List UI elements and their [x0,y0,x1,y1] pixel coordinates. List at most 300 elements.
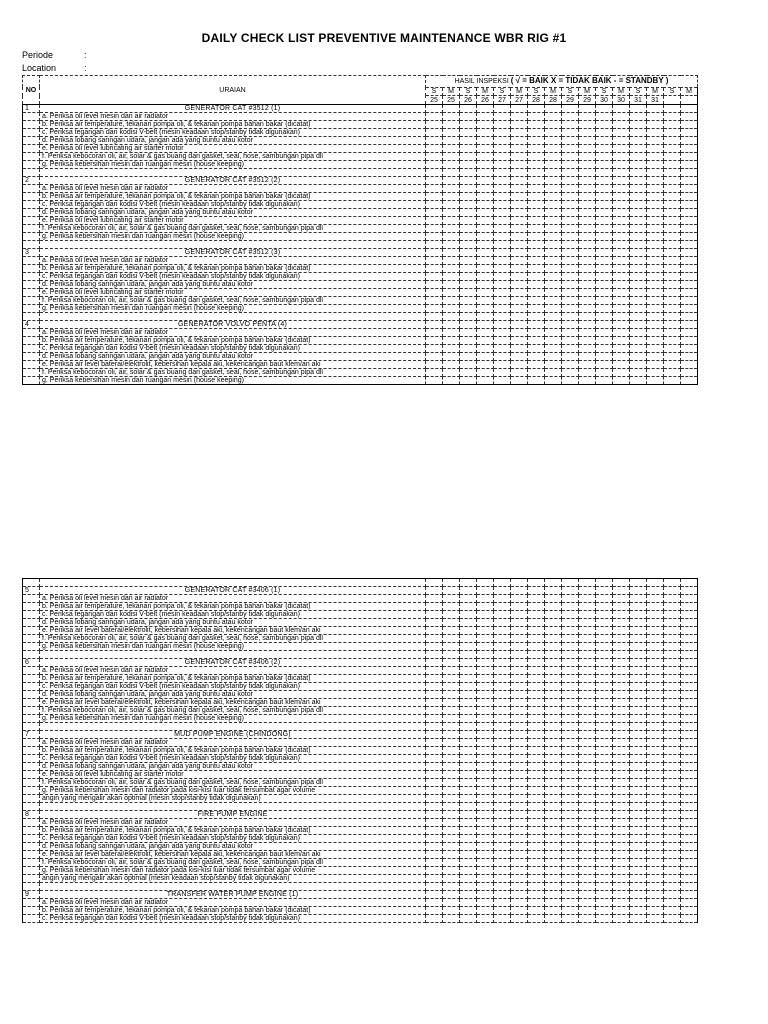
inspection-mark-cell[interactable] [630,859,647,867]
inspection-mark-cell[interactable] [647,305,664,313]
inspection-mark-cell[interactable] [630,867,647,875]
inspection-mark-cell[interactable] [664,771,681,779]
inspection-mark-cell[interactable] [545,241,562,249]
inspection-mark-cell[interactable] [494,297,511,305]
inspection-mark-cell[interactable] [596,643,613,651]
inspection-mark-cell[interactable] [664,241,681,249]
inspection-mark-cell[interactable] [613,739,630,747]
inspection-mark-cell[interactable] [579,859,596,867]
inspection-mark-cell[interactable] [460,193,477,201]
inspection-mark-cell[interactable] [477,835,494,843]
inspection-mark-cell[interactable] [443,241,460,249]
inspection-mark-cell[interactable] [443,345,460,353]
inspection-mark-cell[interactable] [681,353,698,361]
inspection-mark-cell[interactable] [528,345,545,353]
inspection-mark-cell[interactable] [596,819,613,827]
inspection-mark-cell[interactable] [579,707,596,715]
inspection-mark-cell[interactable] [596,137,613,145]
inspection-mark-cell[interactable] [477,843,494,851]
inspection-mark-cell[interactable] [426,161,443,169]
inspection-mark-cell[interactable] [460,353,477,361]
inspection-mark-cell[interactable] [596,635,613,643]
inspection-mark-cell[interactable] [562,137,579,145]
inspection-mark-cell[interactable] [443,627,460,635]
inspection-mark-cell[interactable] [528,225,545,233]
inspection-mark-cell[interactable] [562,763,579,771]
inspection-mark-cell[interactable] [613,297,630,305]
inspection-mark-cell[interactable] [545,217,562,225]
inspection-mark-cell[interactable] [426,337,443,345]
inspection-mark-cell[interactable] [545,747,562,755]
inspection-mark-cell[interactable] [494,835,511,843]
inspection-mark-cell[interactable] [460,257,477,265]
inspection-mark-cell[interactable] [460,217,477,225]
inspection-mark-cell[interactable] [579,723,596,731]
inspection-mark-cell[interactable] [494,185,511,193]
inspection-mark-cell[interactable] [562,377,579,385]
inspection-mark-cell[interactable] [545,113,562,121]
inspection-mark-cell[interactable] [596,305,613,313]
inspection-mark-cell[interactable] [647,779,664,787]
inspection-mark-cell[interactable] [562,105,579,113]
inspection-mark-cell[interactable] [681,667,698,675]
inspection-mark-cell[interactable] [494,883,511,891]
inspection-mark-cell[interactable] [562,779,579,787]
inspection-mark-cell[interactable] [545,707,562,715]
inspection-mark-cell[interactable] [528,659,545,667]
inspection-mark-cell[interactable] [647,265,664,273]
inspection-mark-cell[interactable] [511,803,528,811]
inspection-mark-cell[interactable] [630,619,647,627]
inspection-mark-cell[interactable] [426,105,443,113]
inspection-mark-cell[interactable] [426,883,443,891]
inspection-mark-cell[interactable] [596,683,613,691]
inspection-mark-cell[interactable] [460,603,477,611]
inspection-mark-cell[interactable] [630,747,647,755]
inspection-mark-cell[interactable] [647,899,664,907]
inspection-mark-cell[interactable] [596,377,613,385]
inspection-mark-cell[interactable] [545,699,562,707]
inspection-mark-cell[interactable] [562,241,579,249]
inspection-mark-cell[interactable] [613,145,630,153]
inspection-mark-cell[interactable] [460,361,477,369]
inspection-mark-cell[interactable] [579,281,596,289]
inspection-mark-cell[interactable] [596,651,613,659]
inspection-mark-cell[interactable] [681,627,698,635]
inspection-mark-cell[interactable] [460,369,477,377]
inspection-mark-cell[interactable] [562,329,579,337]
inspection-mark-cell[interactable] [664,819,681,827]
inspection-mark-cell[interactable] [426,193,443,201]
inspection-mark-cell[interactable] [443,161,460,169]
inspection-mark-cell[interactable] [443,915,460,923]
inspection-mark-cell[interactable] [596,249,613,257]
inspection-mark-cell[interactable] [630,787,647,795]
inspection-mark-cell[interactable] [443,827,460,835]
inspection-mark-cell[interactable] [443,595,460,603]
inspection-mark-cell[interactable] [528,313,545,321]
inspection-mark-cell[interactable] [460,747,477,755]
inspection-mark-cell[interactable] [579,779,596,787]
inspection-mark-cell[interactable] [545,329,562,337]
inspection-mark-cell[interactable] [460,915,477,923]
inspection-mark-cell[interactable] [443,691,460,699]
inspection-mark-cell[interactable] [460,659,477,667]
inspection-mark-cell[interactable] [477,827,494,835]
inspection-mark-cell[interactable] [664,353,681,361]
inspection-mark-cell[interactable] [579,145,596,153]
inspection-mark-cell[interactable] [426,699,443,707]
inspection-mark-cell[interactable] [528,723,545,731]
inspection-mark-cell[interactable] [664,329,681,337]
inspection-mark-cell[interactable] [596,787,613,795]
inspection-mark-cell[interactable] [494,667,511,675]
inspection-mark-cell[interactable] [562,121,579,129]
inspection-mark-cell[interactable] [613,907,630,915]
inspection-mark-cell[interactable] [596,273,613,281]
inspection-mark-cell[interactable] [528,587,545,595]
inspection-mark-cell[interactable] [630,755,647,763]
inspection-mark-cell[interactable] [613,635,630,643]
inspection-mark-cell[interactable] [562,177,579,185]
inspection-mark-cell[interactable] [460,587,477,595]
inspection-mark-cell[interactable] [664,867,681,875]
inspection-mark-cell[interactable] [681,265,698,273]
inspection-mark-cell[interactable] [477,747,494,755]
inspection-mark-cell[interactable] [664,859,681,867]
inspection-mark-cell[interactable] [647,177,664,185]
inspection-mark-cell[interactable] [545,627,562,635]
inspection-mark-cell[interactable] [477,281,494,289]
inspection-mark-cell[interactable] [477,249,494,257]
inspection-mark-cell[interactable] [443,337,460,345]
inspection-mark-cell[interactable] [562,827,579,835]
inspection-mark-cell[interactable] [460,619,477,627]
inspection-mark-cell[interactable] [562,353,579,361]
inspection-mark-cell[interactable] [562,225,579,233]
inspection-mark-cell[interactable] [681,257,698,265]
inspection-mark-cell[interactable] [477,707,494,715]
inspection-mark-cell[interactable] [528,707,545,715]
inspection-mark-cell[interactable] [460,321,477,329]
inspection-mark-cell[interactable] [494,201,511,209]
inspection-mark-cell[interactable] [579,683,596,691]
inspection-mark-cell[interactable] [613,329,630,337]
inspection-mark-cell[interactable] [664,787,681,795]
inspection-mark-cell[interactable] [630,811,647,819]
inspection-mark-cell[interactable] [528,161,545,169]
inspection-mark-cell[interactable] [596,241,613,249]
inspection-mark-cell[interactable] [630,795,647,803]
inspection-mark-cell[interactable] [528,675,545,683]
inspection-mark-cell[interactable] [477,723,494,731]
inspection-mark-cell[interactable] [579,209,596,217]
inspection-mark-cell[interactable] [443,899,460,907]
inspection-mark-cell[interactable] [630,603,647,611]
inspection-mark-cell[interactable] [426,369,443,377]
inspection-mark-cell[interactable] [426,603,443,611]
inspection-mark-cell[interactable] [647,651,664,659]
inspection-mark-cell[interactable] [443,779,460,787]
inspection-mark-cell[interactable] [681,747,698,755]
inspection-mark-cell[interactable] [511,177,528,185]
inspection-mark-cell[interactable] [545,675,562,683]
inspection-mark-cell[interactable] [460,289,477,297]
inspection-mark-cell[interactable] [681,329,698,337]
inspection-mark-cell[interactable] [613,659,630,667]
inspection-mark-cell[interactable] [579,201,596,209]
inspection-mark-cell[interactable] [647,377,664,385]
inspection-mark-cell[interactable] [545,651,562,659]
inspection-mark-cell[interactable] [562,659,579,667]
inspection-mark-cell[interactable] [579,907,596,915]
inspection-mark-cell[interactable] [647,217,664,225]
inspection-mark-cell[interactable] [511,915,528,923]
inspection-mark-cell[interactable] [443,867,460,875]
inspection-mark-cell[interactable] [664,667,681,675]
inspection-mark-cell[interactable] [494,771,511,779]
inspection-mark-cell[interactable] [613,651,630,659]
inspection-mark-cell[interactable] [426,225,443,233]
inspection-mark-cell[interactable] [596,907,613,915]
inspection-mark-cell[interactable] [630,707,647,715]
inspection-mark-cell[interactable] [647,337,664,345]
inspection-mark-cell[interactable] [562,691,579,699]
inspection-mark-cell[interactable] [579,851,596,859]
inspection-mark-cell[interactable] [579,603,596,611]
inspection-mark-cell[interactable] [426,795,443,803]
inspection-mark-cell[interactable] [511,289,528,297]
inspection-mark-cell[interactable] [494,811,511,819]
inspection-mark-cell[interactable] [681,603,698,611]
inspection-mark-cell[interactable] [511,635,528,643]
inspection-mark-cell[interactable] [545,795,562,803]
inspection-mark-cell[interactable] [426,747,443,755]
inspection-mark-cell[interactable] [545,265,562,273]
inspection-mark-cell[interactable] [579,883,596,891]
inspection-mark-cell[interactable] [630,643,647,651]
inspection-mark-cell[interactable] [477,683,494,691]
inspection-mark-cell[interactable] [630,297,647,305]
inspection-mark-cell[interactable] [630,683,647,691]
inspection-mark-cell[interactable] [528,579,545,587]
inspection-mark-cell[interactable] [596,145,613,153]
inspection-mark-cell[interactable] [494,627,511,635]
inspection-mark-cell[interactable] [545,193,562,201]
inspection-mark-cell[interactable] [681,819,698,827]
inspection-mark-cell[interactable] [426,859,443,867]
inspection-mark-cell[interactable] [426,345,443,353]
inspection-mark-cell[interactable] [562,843,579,851]
inspection-mark-cell[interactable] [630,691,647,699]
inspection-mark-cell[interactable] [545,209,562,217]
inspection-mark-cell[interactable] [494,233,511,241]
inspection-mark-cell[interactable] [460,763,477,771]
inspection-mark-cell[interactable] [613,345,630,353]
inspection-mark-cell[interactable] [562,811,579,819]
inspection-mark-cell[interactable] [664,289,681,297]
inspection-mark-cell[interactable] [647,667,664,675]
inspection-mark-cell[interactable] [545,201,562,209]
inspection-mark-cell[interactable] [562,867,579,875]
inspection-mark-cell[interactable] [426,353,443,361]
inspection-mark-cell[interactable] [494,121,511,129]
inspection-mark-cell[interactable] [426,619,443,627]
inspection-mark-cell[interactable] [511,795,528,803]
inspection-mark-cell[interactable] [664,755,681,763]
inspection-mark-cell[interactable] [630,281,647,289]
inspection-mark-cell[interactable] [630,337,647,345]
inspection-mark-cell[interactable] [596,257,613,265]
inspection-mark-cell[interactable] [579,643,596,651]
inspection-mark-cell[interactable] [613,137,630,145]
inspection-mark-cell[interactable] [528,803,545,811]
inspection-mark-cell[interactable] [477,739,494,747]
inspection-mark-cell[interactable] [426,667,443,675]
inspection-mark-cell[interactable] [426,755,443,763]
inspection-mark-cell[interactable] [664,313,681,321]
inspection-mark-cell[interactable] [613,699,630,707]
inspection-mark-cell[interactable] [613,835,630,843]
inspection-mark-cell[interactable] [647,811,664,819]
inspection-mark-cell[interactable] [613,289,630,297]
inspection-mark-cell[interactable] [630,345,647,353]
inspection-mark-cell[interactable] [647,145,664,153]
inspection-mark-cell[interactable] [511,145,528,153]
inspection-mark-cell[interactable] [511,715,528,723]
inspection-mark-cell[interactable] [579,137,596,145]
inspection-mark-cell[interactable] [630,851,647,859]
inspection-mark-cell[interactable] [494,193,511,201]
inspection-mark-cell[interactable] [664,731,681,739]
inspection-mark-cell[interactable] [579,811,596,819]
inspection-mark-cell[interactable] [613,755,630,763]
inspection-mark-cell[interactable] [460,129,477,137]
inspection-mark-cell[interactable] [664,169,681,177]
inspection-mark-cell[interactable] [511,225,528,233]
inspection-mark-cell[interactable] [443,683,460,691]
inspection-mark-cell[interactable] [613,257,630,265]
inspection-mark-cell[interactable] [579,667,596,675]
inspection-mark-cell[interactable] [443,209,460,217]
inspection-mark-cell[interactable] [494,369,511,377]
inspection-mark-cell[interactable] [511,763,528,771]
inspection-mark-cell[interactable] [511,217,528,225]
inspection-mark-cell[interactable] [460,337,477,345]
inspection-mark-cell[interactable] [511,747,528,755]
inspection-mark-cell[interactable] [443,129,460,137]
inspection-mark-cell[interactable] [596,329,613,337]
inspection-mark-cell[interactable] [511,739,528,747]
inspection-mark-cell[interactable] [647,787,664,795]
inspection-mark-cell[interactable] [664,193,681,201]
inspection-mark-cell[interactable] [528,337,545,345]
inspection-mark-cell[interactable] [579,803,596,811]
inspection-mark-cell[interactable] [477,867,494,875]
inspection-mark-cell[interactable] [528,907,545,915]
inspection-mark-cell[interactable] [630,145,647,153]
inspection-mark-cell[interactable] [579,651,596,659]
inspection-mark-cell[interactable] [460,313,477,321]
inspection-mark-cell[interactable] [511,771,528,779]
inspection-mark-cell[interactable] [477,169,494,177]
inspection-mark-cell[interactable] [562,627,579,635]
inspection-mark-cell[interactable] [596,201,613,209]
inspection-mark-cell[interactable] [545,683,562,691]
inspection-mark-cell[interactable] [477,875,494,883]
inspection-mark-cell[interactable] [664,377,681,385]
inspection-mark-cell[interactable] [545,867,562,875]
inspection-mark-cell[interactable] [664,803,681,811]
inspection-mark-cell[interactable] [443,643,460,651]
inspection-mark-cell[interactable] [545,659,562,667]
inspection-mark-cell[interactable] [426,715,443,723]
inspection-mark-cell[interactable] [681,723,698,731]
inspection-mark-cell[interactable] [443,297,460,305]
inspection-mark-cell[interactable] [681,683,698,691]
inspection-mark-cell[interactable] [596,217,613,225]
inspection-mark-cell[interactable] [579,579,596,587]
inspection-mark-cell[interactable] [477,643,494,651]
inspection-mark-cell[interactable] [579,915,596,923]
inspection-mark-cell[interactable] [664,827,681,835]
inspection-mark-cell[interactable] [477,345,494,353]
inspection-mark-cell[interactable] [426,707,443,715]
inspection-mark-cell[interactable] [596,265,613,273]
inspection-mark-cell[interactable] [511,891,528,899]
inspection-mark-cell[interactable] [426,763,443,771]
inspection-mark-cell[interactable] [477,177,494,185]
inspection-mark-cell[interactable] [528,289,545,297]
inspection-mark-cell[interactable] [443,611,460,619]
inspection-mark-cell[interactable] [511,353,528,361]
inspection-mark-cell[interactable] [664,137,681,145]
inspection-mark-cell[interactable] [579,875,596,883]
inspection-mark-cell[interactable] [647,691,664,699]
inspection-mark-cell[interactable] [613,611,630,619]
inspection-mark-cell[interactable] [681,321,698,329]
inspection-mark-cell[interactable] [613,643,630,651]
inspection-mark-cell[interactable] [426,169,443,177]
inspection-mark-cell[interactable] [647,345,664,353]
inspection-mark-cell[interactable] [613,795,630,803]
inspection-mark-cell[interactable] [613,731,630,739]
inspection-mark-cell[interactable] [460,691,477,699]
inspection-mark-cell[interactable] [630,161,647,169]
inspection-mark-cell[interactable] [443,281,460,289]
inspection-mark-cell[interactable] [443,193,460,201]
inspection-mark-cell[interactable] [477,337,494,345]
inspection-mark-cell[interactable] [460,819,477,827]
inspection-mark-cell[interactable] [664,161,681,169]
inspection-mark-cell[interactable] [443,763,460,771]
inspection-mark-cell[interactable] [426,329,443,337]
inspection-mark-cell[interactable] [613,361,630,369]
inspection-mark-cell[interactable] [664,321,681,329]
inspection-mark-cell[interactable] [460,739,477,747]
inspection-mark-cell[interactable] [579,241,596,249]
inspection-mark-cell[interactable] [647,859,664,867]
inspection-mark-cell[interactable] [647,819,664,827]
inspection-mark-cell[interactable] [647,627,664,635]
inspection-mark-cell[interactable] [460,113,477,121]
inspection-mark-cell[interactable] [460,811,477,819]
inspection-mark-cell[interactable] [596,659,613,667]
inspection-mark-cell[interactable] [511,249,528,257]
inspection-mark-cell[interactable] [647,827,664,835]
inspection-mark-cell[interactable] [511,321,528,329]
inspection-mark-cell[interactable] [562,369,579,377]
